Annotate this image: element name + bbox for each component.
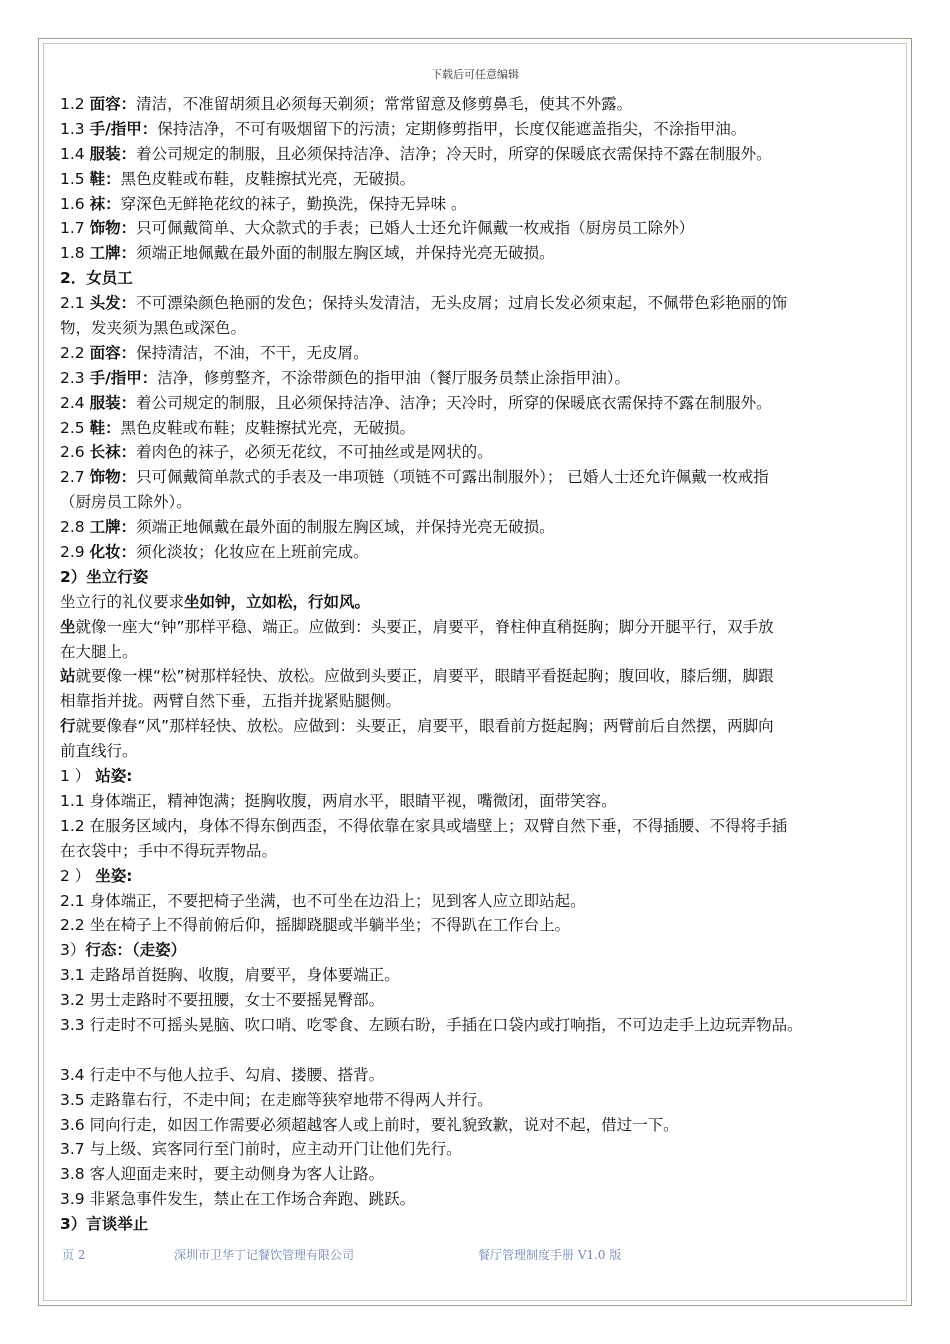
text-line bbox=[60, 241, 902, 266]
text-segment: 坐立行的礼仪要求 bbox=[60, 592, 185, 611]
text-line bbox=[60, 142, 902, 167]
text-segment: 2.7 bbox=[60, 468, 90, 487]
text-line bbox=[60, 540, 902, 565]
text-line bbox=[60, 689, 902, 714]
text-line bbox=[60, 988, 902, 1013]
bold-text: 手/指甲： bbox=[89, 368, 158, 387]
text-segment: 相靠指并拢。两臂自然下垂，五指并拢紧贴腿侧。 bbox=[60, 692, 402, 711]
text-segment: 黑色皮鞋或布鞋，皮鞋擦拭光亮，无破损。 bbox=[120, 169, 416, 188]
footer-manual-title: 餐厅管理制度手册 V1.0 版 bbox=[478, 1248, 622, 1262]
text-line bbox=[60, 391, 902, 416]
text-segment: 1.2 在服务区域内，身体不得东倒西歪，不得依靠在家具或墙壁上；双臂自然下垂，不得插腰、不得将手插 bbox=[60, 816, 788, 835]
text-segment: 前直线行。 bbox=[60, 742, 138, 761]
text-segment: 须端正地佩戴在最外面的制服左胸区域，并保持光亮无破损。 bbox=[136, 518, 555, 537]
bold-text: 坐姿: bbox=[95, 866, 133, 885]
text-segment: 只可佩戴简单、大众款式的手表；已婚人士还允许佩戴一枚戒指（厨房员工除外） bbox=[136, 219, 695, 238]
bold-text: 饰物： bbox=[89, 219, 137, 238]
bold-text: 袜： bbox=[89, 194, 121, 213]
text-line bbox=[60, 864, 902, 889]
text-line bbox=[60, 366, 902, 391]
bold-text: 长袜： bbox=[89, 443, 137, 462]
bold-text: 站 bbox=[60, 667, 76, 686]
text-segment: 就像一座大“钟”那样平稳、端正。应做到：头要正，肩要平，脊柱伸直稍挺胸；脚分开腿平行，双手放 bbox=[75, 617, 774, 636]
text-line bbox=[60, 465, 902, 490]
text-segment: 1.2 bbox=[60, 95, 90, 113]
text-line bbox=[60, 1113, 902, 1138]
text-line bbox=[60, 938, 902, 963]
bold-text: 坐 bbox=[60, 617, 76, 636]
text-segment: 在大腿上。 bbox=[60, 642, 138, 661]
bold-text: 手/指甲： bbox=[89, 119, 158, 138]
text-line bbox=[60, 889, 902, 914]
text-line bbox=[60, 839, 902, 864]
page-header: 下载后可任意编辑 bbox=[431, 68, 519, 81]
bold-text: 鞋： bbox=[89, 418, 121, 437]
text-line bbox=[60, 1088, 902, 1113]
text-line bbox=[60, 714, 902, 739]
text-segment: 2.2 bbox=[60, 343, 90, 362]
bold-text: 2．女员工 bbox=[60, 269, 133, 288]
text-segment: 须端正地佩戴在最外面的制服左胸区域，并保持光亮无破损。 bbox=[136, 244, 555, 263]
text-segment: 清洁，不准留胡须且必须每天剃须；常常留意及修剪鼻毛，使其不外露。 bbox=[136, 95, 633, 113]
text-segment: 1.3 bbox=[60, 119, 90, 138]
text-segment: 2.1 bbox=[60, 294, 90, 313]
bold-text: 鞋： bbox=[89, 169, 121, 188]
text-segment: 3.7 与上级、宾客同行至门前时，应主动开门让他们先行。 bbox=[60, 1140, 462, 1159]
text-segment: 3.8 客人迎面走来时，要主动侧身为客人让路。 bbox=[60, 1165, 385, 1184]
bold-text: 3）言谈举止 bbox=[60, 1215, 149, 1234]
text-segment: 保持清洁，不油，不干，无皮屑。 bbox=[136, 343, 369, 362]
bold-text: 站姿: bbox=[95, 767, 133, 786]
text-segment: 1.8 bbox=[60, 244, 90, 263]
text-segment: 3.6 同向行走，如因工作需要必须超越客人或上前时，要礼貌致歉，说对不起，借过一下。 bbox=[60, 1115, 679, 1134]
text-segment: 就要像春“风”那样轻快、放松。应做到：头要正，肩要平，眼看前方挺起胸；两臂前后自然摆，两脚向 bbox=[75, 717, 774, 736]
footer-page-number: 页 2 bbox=[62, 1248, 86, 1262]
bold-text: 面容： bbox=[89, 95, 137, 113]
bold-text: 坐如钟，立如松，行如风。 bbox=[184, 592, 371, 611]
bold-text: 饰物： bbox=[89, 468, 137, 487]
text-line bbox=[60, 664, 902, 689]
text-line bbox=[60, 1137, 902, 1162]
text-line bbox=[60, 1187, 902, 1212]
text-segment: 3.2 男士走路时不要扭腰，女士不要摇晃臀部。 bbox=[60, 991, 385, 1010]
bold-text: 化妆： bbox=[89, 543, 137, 562]
text-segment: 只可佩戴简单款式的手表及一串项链（项链不可露出制服外）； 已婚人士还允许佩戴一枚戒指 bbox=[136, 468, 769, 487]
bold-text: 服装： bbox=[89, 144, 137, 163]
text-segment: 在衣袋中；手中不得玩弄物品。 bbox=[60, 841, 278, 860]
text-line bbox=[60, 440, 902, 465]
bold-text: 工牌： bbox=[89, 518, 137, 537]
text-segment: 2.5 bbox=[60, 418, 90, 437]
text-line bbox=[60, 316, 902, 341]
text-segment: 1.4 bbox=[60, 144, 90, 163]
bold-text: 工牌： bbox=[89, 244, 137, 263]
text-segment: 2.1 身体端正，不要把椅子坐满，也不可坐在边沿上；见到客人应立即站起。 bbox=[60, 891, 586, 910]
text-segment: 黑色皮鞋或布鞋；皮鞋擦拭光亮，无破损。 bbox=[120, 418, 416, 437]
text-line bbox=[60, 789, 902, 814]
text-segment: 2.6 bbox=[60, 443, 90, 462]
text-segment: 3.9 非紧急事件发生，禁止在工作场合奔跑、跳跃。 bbox=[60, 1190, 416, 1209]
text-segment: 1.5 bbox=[60, 169, 90, 188]
text-line bbox=[60, 1063, 902, 1088]
text-line bbox=[60, 913, 902, 938]
text-segment: 就要像一棵“松”树那样轻快、放松。应做到头要正，肩要平，眼睛平看挺起胸；腹回收，膝后绷，脚跟 bbox=[75, 667, 774, 686]
text-segment: 1 ） bbox=[60, 767, 96, 786]
text-line bbox=[60, 739, 902, 764]
text-line bbox=[60, 341, 902, 366]
text-segment: 洁净，修剪整齐，不涂带颜色的指甲油（餐厅服务员禁止涂指甲油）。 bbox=[157, 368, 631, 387]
text-segment: 3.3 行走时不可摇头晃脑、吹口哨、吃零食、左顾右盼，手插在口袋内或打响指，不可边走手上边玩弄物品。 bbox=[60, 1015, 803, 1034]
text-line bbox=[60, 615, 902, 640]
text-line bbox=[60, 192, 902, 217]
text-segment: 2 ） bbox=[60, 866, 96, 885]
bold-text: 行态：（走姿） bbox=[85, 941, 187, 960]
text-line bbox=[60, 416, 902, 441]
footer-company: 深圳市卫华丁记餐饮管理有限公司 bbox=[174, 1248, 355, 1262]
text-segment: 保持洁净，不可有吸烟留下的污渍；定期修剪指甲，长度仅能遮盖指尖，不涂指甲油。 bbox=[157, 119, 747, 138]
text-segment: 穿深色无鲜艳花纹的袜子，勤换洗，保持无异味 。 bbox=[120, 194, 467, 213]
text-segment: 3.1 走路昂首挺胸、收腹，肩要平，身体要端正。 bbox=[60, 966, 400, 985]
text-segment: 着肉色的袜子，必须无花纹，不可抽丝或是网状的。 bbox=[136, 443, 493, 462]
text-line bbox=[60, 814, 902, 839]
bold-text: 行 bbox=[60, 717, 76, 736]
text-line bbox=[60, 291, 902, 316]
bold-text: 面容： bbox=[89, 343, 137, 362]
text-line bbox=[60, 117, 902, 142]
text-line bbox=[60, 1013, 902, 1038]
bold-text: 2）坐立行姿 bbox=[60, 567, 149, 586]
text-segment: 物，发夹须为黑色或深色。 bbox=[60, 319, 247, 338]
document-body bbox=[60, 92, 902, 1237]
text-segment: 1.6 bbox=[60, 194, 90, 213]
text-segment: 着公司规定的制服，且必须保持洁净、洁净；冷天时，所穿的保暖底衣需保持不露在制服外。 bbox=[136, 144, 772, 163]
text-line bbox=[60, 1038, 902, 1063]
text-line bbox=[60, 640, 902, 665]
text-segment: 2.4 bbox=[60, 393, 90, 412]
text-segment: 2.3 bbox=[60, 368, 90, 387]
text-line bbox=[60, 1162, 902, 1187]
text-segment: （厨房员工除外）。 bbox=[60, 493, 192, 512]
text-segment: 2.2 坐在椅子上不得前俯后仰，摇脚跷腿或半躺半坐；不得趴在工作台上。 bbox=[60, 916, 571, 935]
bold-text: 头发： bbox=[89, 294, 137, 313]
text-segment: 3.5 走路靠右行，不走中间；在走廊等狭窄地带不得两人并行。 bbox=[60, 1090, 493, 1109]
text-segment: 着公司规定的制服，且必须保持洁净、洁净；天冷时，所穿的保暖底衣需保持不露在制服外。 bbox=[136, 393, 772, 412]
text-segment: 2.8 bbox=[60, 518, 90, 537]
text-line bbox=[60, 590, 902, 615]
text-line bbox=[60, 515, 902, 540]
text-line bbox=[60, 963, 902, 988]
text-line bbox=[60, 565, 902, 590]
text-segment: 3.4 行走中不与他人拉手、勾肩、搂腰、搭背。 bbox=[60, 1065, 385, 1084]
text-segment: 须化淡妆；化妆应在上班前完成。 bbox=[136, 543, 369, 562]
text-line bbox=[60, 1212, 902, 1237]
text-segment: 不可漂染颜色艳丽的发色；保持头发清洁，无头皮屑；过肩长发必须束起，不佩带色彩艳丽的饰 bbox=[136, 294, 788, 313]
text-segment: 2.9 bbox=[60, 543, 90, 562]
text-line bbox=[60, 490, 902, 515]
text-line bbox=[60, 266, 902, 291]
text-line bbox=[60, 92, 902, 117]
text-segment: 1.7 bbox=[60, 219, 90, 238]
text-segment: 1.1 身体端正，精神饱满；挺胸收腹，两肩水平，眼睛平视，嘴微闭，面带笑容。 bbox=[60, 791, 617, 810]
text-line bbox=[60, 764, 902, 789]
bold-text: 服装： bbox=[89, 393, 137, 412]
text-segment: 3） bbox=[60, 941, 86, 960]
text-line bbox=[60, 216, 902, 241]
text-line bbox=[60, 167, 902, 192]
